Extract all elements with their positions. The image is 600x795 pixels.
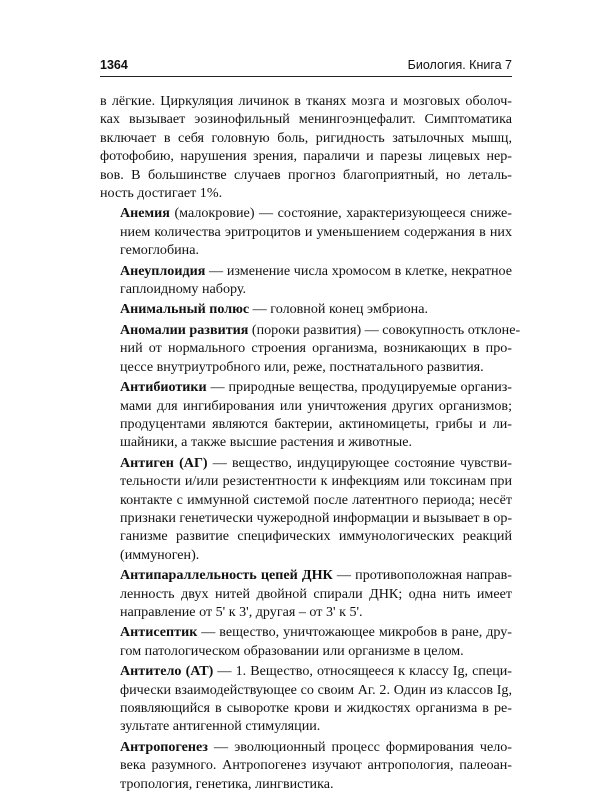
line-text: ганизме развитие специфических иммунологических реакций (120, 528, 512, 545)
page-number: 1364 (100, 58, 128, 72)
text-line (100, 681, 512, 699)
line-text: нием количества эритроцитов и уменьшением содержания в них (120, 223, 512, 240)
line-text: гемоглобина. (120, 242, 199, 259)
text-line (100, 92, 512, 110)
line-text: фотофобию, нарушения зрения, параличи и парезы лицевых нер- (100, 148, 512, 165)
glossary-term: Анемия (120, 205, 170, 222)
line-text: (пороки развития) — совокупность отклоне- (248, 321, 521, 338)
glossary-term: Аномалии развития (120, 321, 249, 338)
page-body (100, 92, 521, 795)
line-text: ленность двух нитей двойной спирали ДНК; одна нить имеет (120, 585, 512, 602)
glossary-term: Антитело (АТ) (120, 663, 214, 680)
text-line (100, 566, 512, 584)
line-text: — вещество, уничтожающее микробов в ране, дру- (197, 624, 512, 641)
line-text: — изменение числа хромосом в клетке, некратное (205, 262, 512, 279)
line-text: вов. В большинстве случаев прогноз благоприятный, но леталь- (100, 166, 512, 183)
glossary-entry (100, 738, 512, 793)
text-line (100, 241, 512, 259)
line-text: мами для ингибирования или уничтожения других организмов; (120, 397, 512, 414)
line-text: признаки генетически чужеродной информации и вызывает в ор- (120, 509, 513, 526)
text-line (100, 397, 512, 415)
glossary-term: Антиген (АГ) (120, 454, 208, 471)
text-line (100, 433, 512, 451)
text-line (100, 110, 512, 128)
text-line (100, 280, 512, 298)
text-line (100, 204, 512, 222)
text-line (100, 339, 512, 357)
glossary-entry (100, 300, 512, 318)
line-text: контакте с иммунной системой после латентного периода; несёт (120, 491, 512, 508)
glossary-entry (100, 623, 512, 660)
glossary-term: Анеуплоидия (120, 262, 206, 279)
glossary-term: Анимальный полюс (120, 301, 250, 318)
glossary-entry (100, 378, 512, 452)
line-text: тропология, генетика, лингвистика. (120, 775, 334, 792)
line-text: — вещество, индуцирующее состояние чувстви- (207, 454, 512, 471)
text-line (100, 527, 512, 545)
line-text: появляющийся в сыворотке крови и жидкостях организма в ре- (120, 700, 512, 716)
text-line (100, 378, 512, 396)
glossary-entry (100, 321, 521, 376)
text-line (100, 223, 512, 241)
line-text: — головной конец эмбриона. (249, 301, 428, 318)
glossary-entry (100, 262, 512, 299)
line-text: ний от нормального строения организма, возникающих в про- (120, 340, 512, 357)
text-line (100, 717, 512, 735)
text-line (100, 129, 512, 147)
glossary-term: Антропогенез (120, 738, 208, 755)
line-text: (малокровие) — состояние, характеризующееся сниже- (169, 205, 512, 222)
line-text: зультате антигенной стимуляции. (120, 718, 321, 735)
line-text: в лёгкие. Циркуляция личинок в тканях мозга и мозговых оболоч- (100, 93, 512, 109)
line-text: гом патологическом образовании или организме в целом. (120, 642, 464, 659)
text-line (100, 321, 521, 339)
text-line (100, 699, 512, 717)
line-text: продуцентами являются бактерии, актиномицеты, грибы и ли- (120, 415, 512, 432)
text-line (100, 623, 512, 641)
text-line (100, 756, 512, 774)
page-header (100, 58, 512, 76)
text-line (100, 262, 512, 280)
glossary-entry (100, 566, 512, 621)
text-line (100, 454, 512, 472)
line-text: — эволюционный процесс формирования чело- (207, 738, 512, 755)
line-text: фически взаимодействующее со своим Аг. 2. Один из классов Ig, (120, 681, 512, 698)
text-line (100, 775, 512, 793)
header-rule (100, 76, 512, 77)
line-text: — природные вещества, продуцируемые организ- (206, 379, 512, 396)
continued-paragraph (100, 92, 512, 202)
text-line (100, 166, 512, 184)
glossary-term: Антипараллельность цепей ДНК (120, 567, 333, 584)
book-title: Биология. Книга 7 (407, 58, 512, 72)
line-text: — 1. Вещество, относящееся к классу Ig, специ- (213, 663, 512, 680)
text-line (100, 509, 512, 527)
line-text: включает в себя головную боль, ригидность затылочных мышц, (100, 129, 512, 146)
line-text: цессе внутриутробного или, реже, постнатального развития. (120, 358, 484, 375)
text-line (100, 642, 512, 660)
line-text: — противоположная направ- (332, 567, 512, 584)
line-text: тельности и/или резистентности к инфекциям или токсинам при (120, 473, 512, 490)
text-line (100, 603, 512, 621)
text-line (100, 415, 512, 433)
text-line (100, 472, 512, 490)
text-line (100, 491, 512, 509)
line-text: направление от 5' к 3', другая – от 3' к 5'. (120, 603, 363, 620)
text-line (100, 184, 512, 202)
text-line (100, 358, 512, 376)
glossary-entry (100, 204, 512, 259)
line-text: гаплоидному набору. (120, 281, 247, 298)
text-line (100, 147, 512, 165)
line-text: (иммуноген). (120, 546, 200, 563)
line-text: ках вызывает эозинофильный менингоэнцефалит. Симптоматика (100, 111, 512, 128)
glossary-term: Антибиотики (120, 379, 207, 396)
text-line (100, 585, 512, 603)
text-line (100, 662, 512, 680)
text-line (100, 300, 512, 318)
text-line (100, 546, 512, 564)
line-text: ность достигает 1%. (100, 185, 223, 202)
line-text: века разумного. Антропогенез изучают антропология, палеоан- (120, 757, 512, 774)
line-text: шайники, а также высшие растения и животные. (120, 434, 413, 451)
text-line (100, 738, 512, 756)
glossary-entry (100, 454, 512, 564)
glossary-term: Антисептик (120, 624, 198, 641)
glossary-entry (100, 662, 512, 736)
